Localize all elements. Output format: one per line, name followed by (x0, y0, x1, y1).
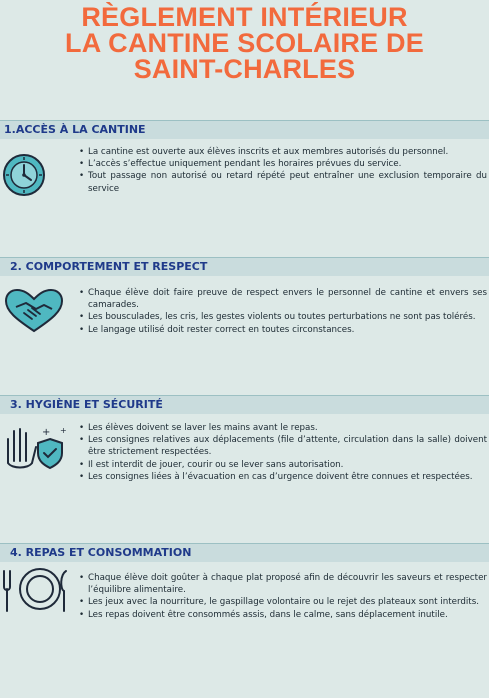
section-header (0, 257, 489, 276)
list-item: • Les repas doivent être consommés assis, dans le calme, sans déplacement inutile. (77, 609, 487, 621)
svg-text:+: + (42, 427, 51, 438)
bullet-list (77, 572, 487, 621)
section-heading: 4. REPAS ET CONSOMMATION (10, 546, 192, 559)
section-hygiene-securite (0, 395, 489, 482)
clock-icon (2, 153, 46, 202)
list-item: • La cantine est ouverte aux élèves inscrits et aux membres autorisés du personnel. (77, 146, 487, 158)
list-item: • Chaque élève doit faire preuve de respect envers le personnel de cantine et envers ses camarades. (77, 287, 487, 311)
section-header (0, 395, 489, 414)
list-item: • L’accès s’effectue uniquement pendant les horaires prévues du service. (77, 158, 487, 170)
list-item: • Les consignes relatives aux déplacements (file d’attente, circulation dans la salle) doivent être strictement respectées. (77, 434, 487, 458)
title-line-2: LA CANTINE SCOLAIRE DE (65, 28, 424, 58)
clean-hand-shield-icon (0, 421, 70, 476)
handshake-heart-icon (2, 287, 66, 340)
section-acces-cantine (0, 120, 489, 194)
list-item: • Il est interdit de jouer, courir ou se lever sans autorisation. (77, 459, 487, 471)
section-header (0, 543, 489, 562)
section-comportement-respect (0, 257, 489, 335)
list-item: • Les élèves doivent se laver les mains avant le repas. (77, 422, 487, 434)
section-heading: 2. COMPORTEMENT ET RESPECT (10, 260, 208, 273)
plate-cutlery-icon (0, 565, 70, 620)
list-item: • Les jeux avec la nourriture, le gaspillage volontaire ou le rejet des plateaux sont interdits. (77, 596, 487, 608)
title-line-1: RÈGLEMENT INTÉRIEUR (81, 2, 408, 32)
title-line-3: SAINT-CHARLES (133, 54, 356, 84)
svg-text:+: + (60, 426, 67, 435)
section-heading: 3. HYGIÈNE ET SÉCURITÉ (10, 398, 163, 411)
list-item: • Les bousculades, les cris, les gestes violents ou toutes perturbations ne sont pas tolérés. (77, 311, 487, 323)
bullet-list (77, 146, 487, 195)
list-item: • Tout passage non autorisé ou retard répété peut entraîner une exclusion temporaire du service (77, 170, 487, 194)
list-item: • Le langage utilisé doit rester correct en toutes circonstances. (77, 324, 487, 336)
bullet-list (77, 422, 487, 483)
section-repas-consommation (0, 543, 489, 620)
list-item: • Les consignes liées à l’évacuation en cas d’urgence doivent être connues et respectées. (77, 471, 487, 483)
list-item: • Chaque élève doit goûter à chaque plat proposé afin de découvrir les saveurs et respecter l’équilibre alimentaire. (77, 572, 487, 596)
section-heading: 1.ACCÈS À LA CANTINE (4, 123, 146, 136)
bullet-list (77, 287, 487, 336)
page-title (0, 4, 489, 82)
section-header (0, 120, 489, 139)
